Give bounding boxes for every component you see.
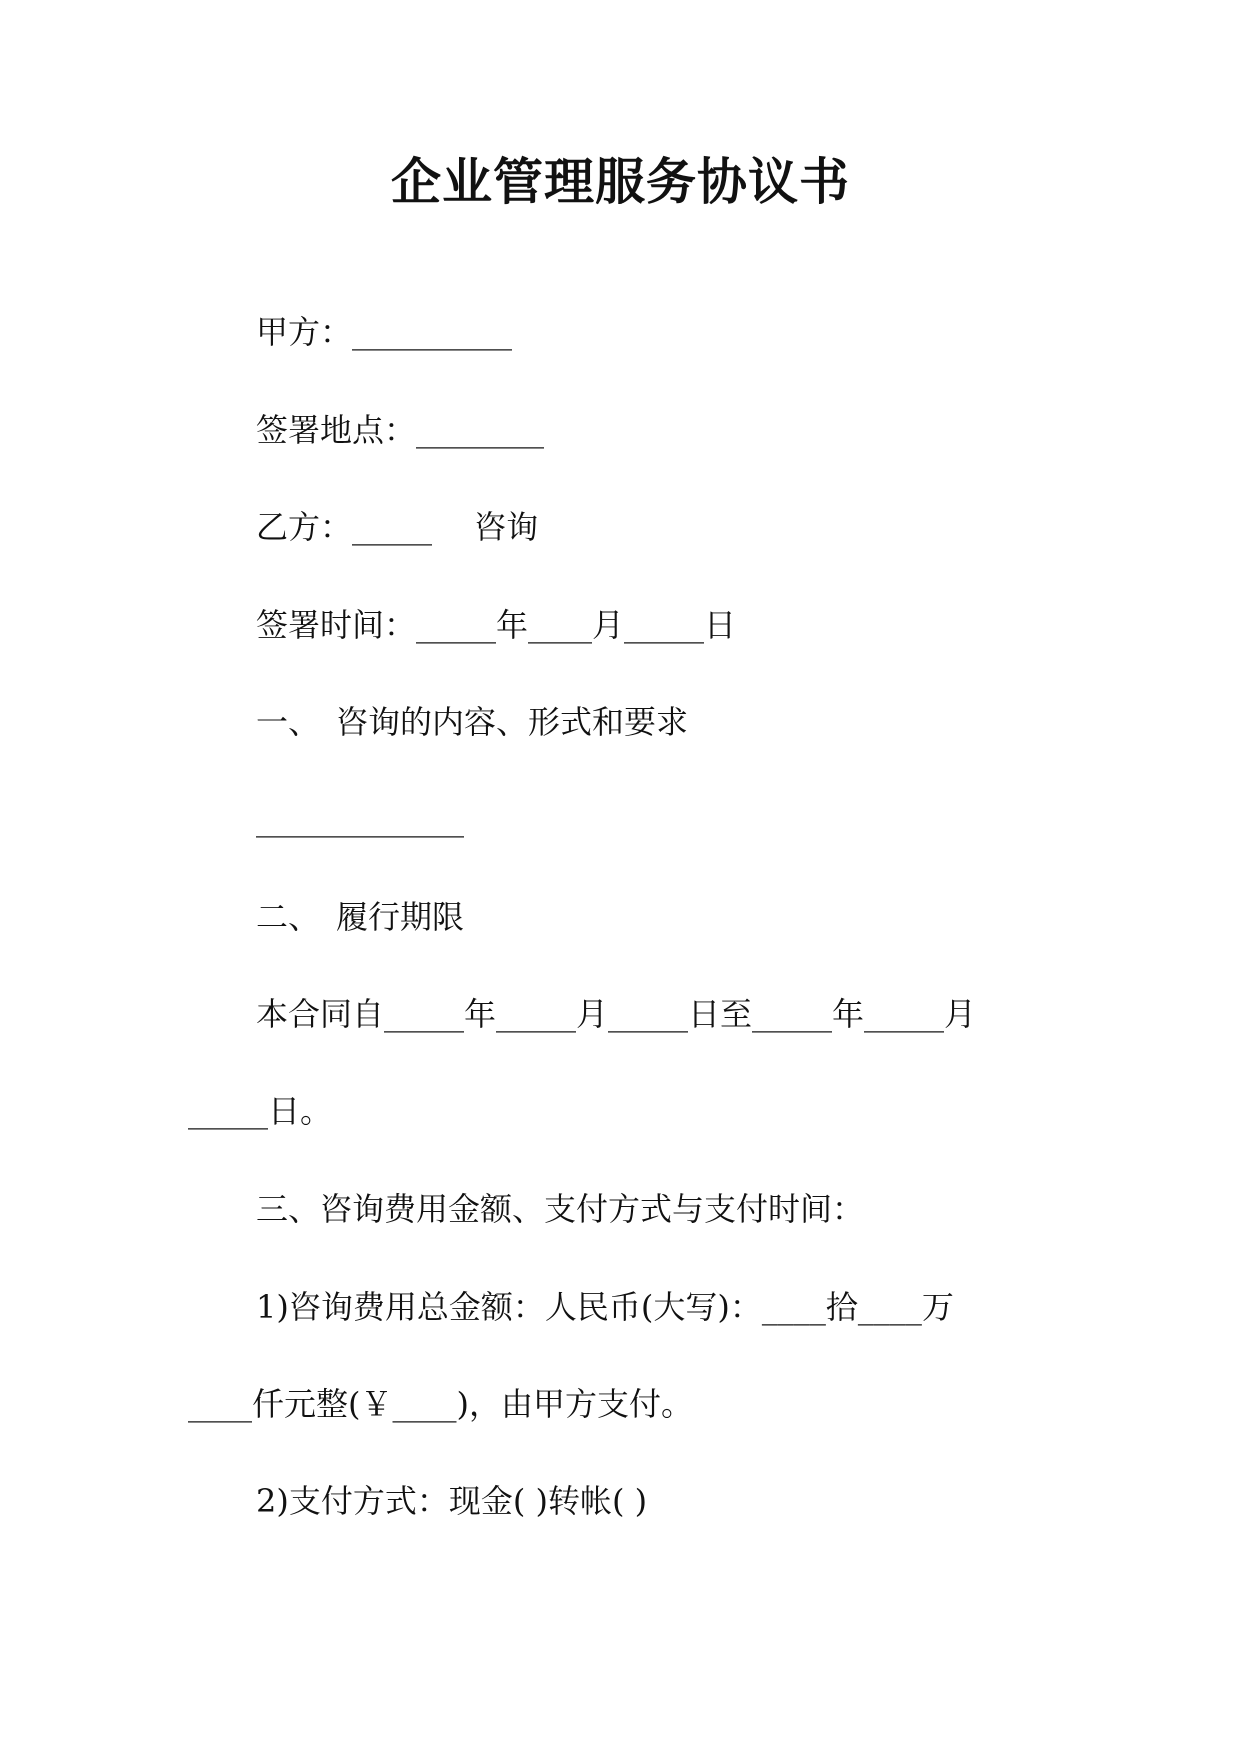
document-title: 企业管理服务协议书 xyxy=(391,152,850,211)
section-1-heading: 一、 咨询的内容、形式和要求 xyxy=(256,703,689,741)
section-1-blank: _____________ xyxy=(256,800,464,838)
signing-time-line: 签署时间：_____年____月_____日 xyxy=(256,606,737,644)
fee-amount-line-2: ____仟元整(￥____)，由甲方支付。 xyxy=(188,1385,693,1423)
payment-method-line: 2)支付方式：现金( )转帐( ) xyxy=(256,1482,648,1520)
section-3-heading: 三、咨询费用金额、支付方式与支付时间： xyxy=(256,1190,865,1228)
contract-period-line-1: 本合同自_____年_____月_____日至_____年_____月 xyxy=(256,995,977,1033)
signing-place-line: 签署地点：________ xyxy=(256,411,545,449)
party-a-line: 甲方：__________ xyxy=(256,313,513,351)
fee-amount-line-1: 1)咨询费用总金额：人民币(大写)：____拾____万 xyxy=(256,1288,954,1326)
contract-period-line-2: _____日。 xyxy=(188,1092,333,1130)
section-2-heading: 二、 履行期限 xyxy=(256,898,465,936)
party-b-line: 乙方：_____ 咨询 xyxy=(256,508,539,546)
